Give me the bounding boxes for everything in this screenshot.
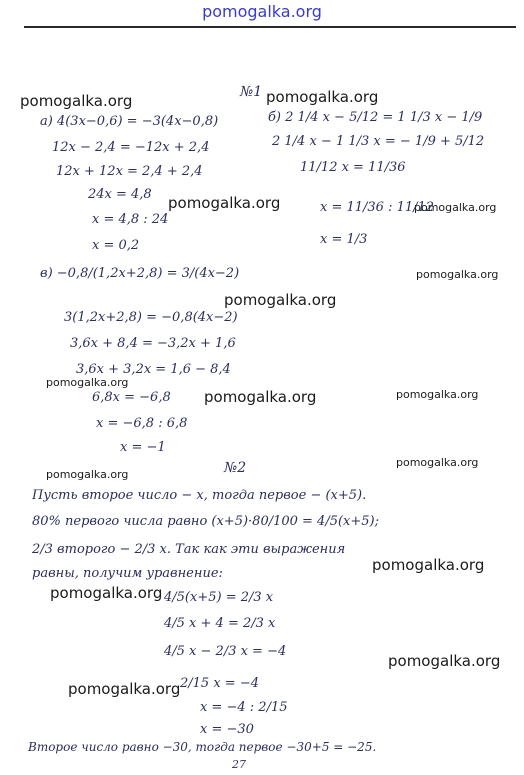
task2-line: x = −4 : 2/15	[200, 700, 288, 715]
watermark: pomogalka.org	[266, 88, 379, 106]
task1-v-line: 6,8x = −6,8	[92, 390, 171, 405]
watermark: pomogalka.org	[224, 291, 337, 309]
header-divider	[24, 26, 516, 28]
task1-b-line: б) 2 1/4 x − 5/12 = 1 1/3 x − 1/9	[268, 110, 483, 125]
task1-v-line: 3,6x + 3,2x = 1,6 − 8,4	[76, 362, 231, 377]
task2-line: 4/5(x+5) = 2/3 x	[164, 590, 274, 605]
task1-b-line: 2 1/4 x − 1 1/3 x = − 1/9 + 5/12	[272, 134, 485, 149]
watermark: pomogalka.org	[68, 680, 181, 698]
watermark: pomogalka.org	[416, 268, 499, 281]
site-header-link[interactable]: pomogalka.org	[202, 2, 322, 21]
task1-a-line: x = 4,8 : 24	[92, 212, 169, 227]
task1-b-line: 11/12 x = 11/36	[300, 160, 406, 175]
task2-line: Второе число равно −30, тогда первое −30+5 = −25.	[28, 740, 377, 754]
watermark: pomogalka.org	[46, 468, 129, 481]
task1-v-line: 3,6x + 8,4 = −3,2x + 1,6	[70, 336, 236, 351]
task1-a-line: 12x + 12x = 2,4 + 2,4	[56, 164, 203, 179]
watermark: pomogalka.org	[396, 388, 479, 401]
watermark: pomogalka.org	[20, 92, 133, 110]
task1-a-line: x = 0,2	[92, 238, 140, 253]
page-number: 27	[232, 758, 246, 771]
task1-b-line: x = 11/36 : 11/12	[320, 200, 435, 215]
task1-b-line: x = 1/3	[320, 232, 368, 247]
task1-v-line: 3(1,2x+2,8) = −0,8(4x−2)	[64, 310, 238, 325]
task2-line: 80% первого числа равно (x+5)·80/100 = 4/5(x+5);	[32, 514, 380, 529]
watermark: pomogalka.org	[50, 584, 163, 602]
watermark: pomogalka.org	[396, 456, 479, 469]
watermark: pomogalka.org	[204, 388, 317, 406]
task2-line: x = −30	[200, 722, 254, 737]
task2-line: 2/15 x = −4	[180, 676, 259, 691]
watermark: pomogalka.org	[388, 652, 501, 670]
task1-v-line: x = −1	[120, 440, 166, 455]
task1-v-line: x = −6,8 : 6,8	[96, 416, 188, 431]
task1-v-line: в) −0,8/(1,2x+2,8) = 3/(4x−2)	[40, 266, 240, 281]
task1-number: №1	[240, 84, 263, 100]
task2-line: 2/3 второго − 2/3 x. Так как эти выражения	[32, 542, 346, 557]
watermark: pomogalka.org	[46, 376, 129, 389]
task1-a-line: 24x = 4,8	[88, 187, 152, 202]
task1-a-line: а) 4(3x−0,6) = −3(4x−0,8)	[40, 114, 219, 129]
task2-number: №2	[224, 460, 247, 476]
task2-line: равны, получим уравнение:	[32, 566, 223, 581]
watermark: pomogalka.org	[414, 201, 497, 214]
watermark: pomogalka.org	[168, 194, 281, 212]
task2-line: 4/5 x + 4 = 2/3 x	[164, 616, 276, 631]
task2-line: 4/5 x − 2/3 x = −4	[164, 644, 287, 659]
watermark: pomogalka.org	[372, 556, 485, 574]
task2-line: Пусть второе число − x, тогда первое − (x+5).	[32, 488, 367, 503]
task1-a-line: 12x − 2,4 = −12x + 2,4	[52, 140, 210, 155]
